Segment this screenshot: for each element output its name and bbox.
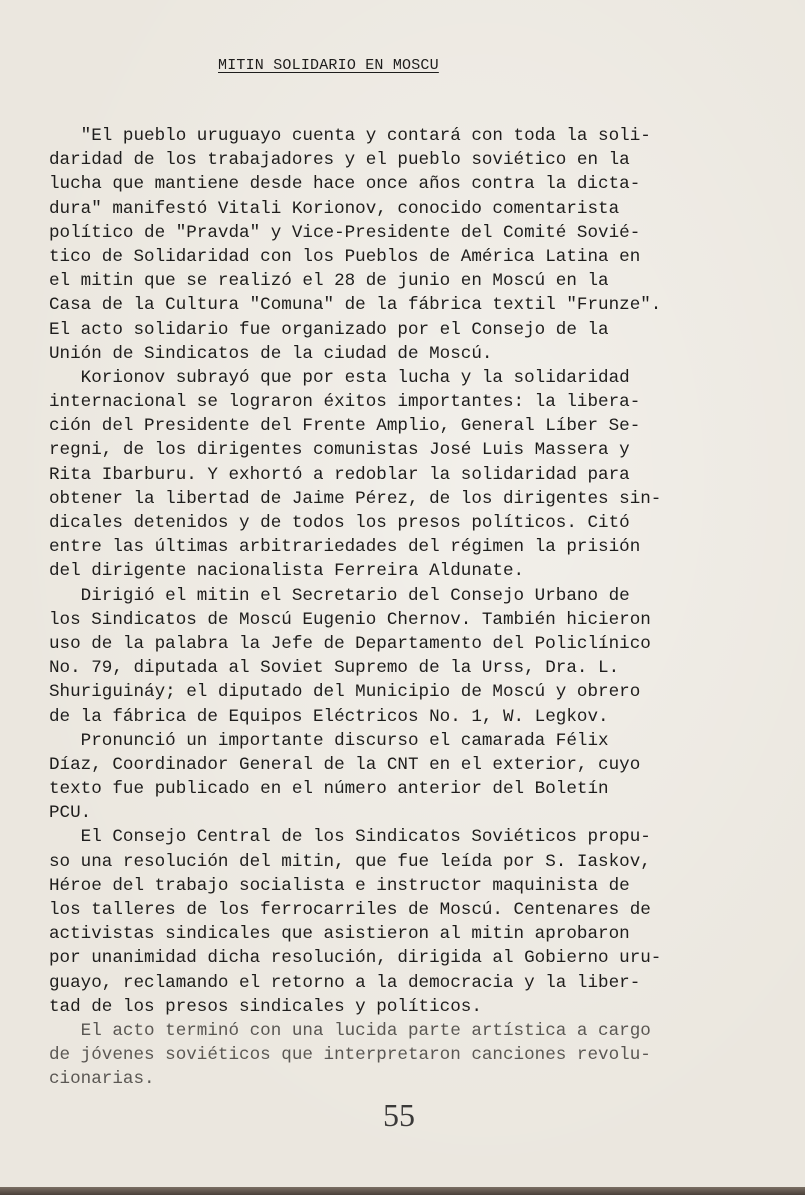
text-line: Korionov subrayó que por esta lucha y la solidaridad: [49, 367, 630, 388]
text-line: so una resolución del mitin, que fue leída por S. Iaskov,: [49, 851, 651, 872]
text-line: Dirigió el mitin el Secretario del Consejo Urbano de: [49, 585, 630, 606]
text-line: del dirigente nacionalista Ferreira Aldunate.: [49, 561, 525, 582]
text-line: el mitin que se realizó el 28 de junio en Moscú en la: [49, 271, 609, 292]
text-line: uso de la palabra la Jefe de Departamento del Policlínico: [49, 633, 651, 654]
text-line: internacional se lograron éxitos importantes: la libera-: [49, 392, 641, 413]
text-line: lucha que mantiene desde hace once años contra la dicta-: [49, 174, 641, 195]
text-line: guayo, reclamando el retorno a la democracia y la liber-: [49, 972, 641, 993]
text-line: texto fue publicado en el número anterior del Boletín: [49, 779, 609, 800]
text-line: dicales detenidos y de todos los presos políticos. Citó: [49, 513, 630, 533]
text-line: El acto solidario fue organizado por el Consejo de la: [49, 319, 609, 340]
text-line: por unanimidad dicha resolución, dirigida al Gobierno uru-: [49, 948, 662, 969]
text-line: El acto terminó con una lucida parte artística a cargo: [49, 1020, 651, 1041]
text-line: ción del Presidente del Frente Amplio, General Líber Se-: [49, 416, 641, 437]
text-line: "El pueblo uruguayo cuenta y contará con toda la soli-: [49, 126, 651, 146]
text-line: Rita Ibarburu. Y exhortó a redoblar la solidaridad para: [49, 464, 630, 485]
text-line: tad de los presos sindicales y políticos.: [49, 996, 482, 1017]
text-line: El Consejo Central de los Sindicatos Soviéticos propu-: [49, 827, 651, 848]
text-line: daridad de los trabajadores y el pueblo soviético en la: [49, 150, 630, 171]
text-line: Héroe del trabajo socialista e instructor maquinista de: [49, 875, 630, 896]
text-line: político de "Pravda" y Vice-Presidente del Comité Sovié-: [49, 222, 641, 243]
document-title: MITIN SOLIDARIO EN MOSCU: [218, 57, 439, 74]
article-body: [49, 124, 749, 1092]
text-line: Unión de Sindicatos de la ciudad de Moscú.: [49, 343, 493, 364]
text-line: Pronunció un importante discurso el camarada Félix: [49, 730, 609, 751]
text-line: de la fábrica de Equipos Eléctricos No. 1, W. Legkov.: [49, 706, 609, 727]
page-bottom-edge: [0, 1187, 805, 1195]
page-number: 55: [383, 1097, 415, 1133]
text-line: regni, de los dirigentes comunistas José Luis Massera y: [49, 440, 630, 461]
text-line: Shuriguináy; el diputado del Municipio de Moscú y obrero: [49, 682, 641, 703]
text-line: de jóvenes soviéticos que interpretaron canciones revolu-: [49, 1045, 651, 1066]
text-line: activistas sindicales que asistieron al mitin aprobaron: [49, 924, 630, 945]
text-line: Casa de la Cultura "Comuna" de la fábrica textil "Frunze".: [49, 295, 662, 316]
text-line: Díaz, Coordinador General de la CNT en el exterior, cuyo: [49, 754, 641, 775]
text-line: los talleres de los ferrocarriles de Moscú. Centenares de: [49, 900, 651, 920]
text-line: No. 79, diputada al Soviet Supremo de la Urss, Dra. L.: [49, 658, 620, 679]
text-line: los Sindicatos de Moscú Eugenio Chernov. También hicieron: [49, 609, 651, 630]
text-line: obtener la libertad de Jaime Pérez, de los dirigentes sin-: [49, 488, 662, 509]
text-line: dura" manifestó Vitali Korionov, conocido comentarista: [49, 198, 620, 219]
text-line: PCU.: [49, 803, 92, 824]
text-line: cionarias.: [49, 1069, 155, 1090]
text-line: tico de Solidaridad con los Pueblos de América Latina en: [49, 246, 641, 267]
text-line: entre las últimas arbitrariedades del régimen la prisión: [49, 537, 641, 558]
